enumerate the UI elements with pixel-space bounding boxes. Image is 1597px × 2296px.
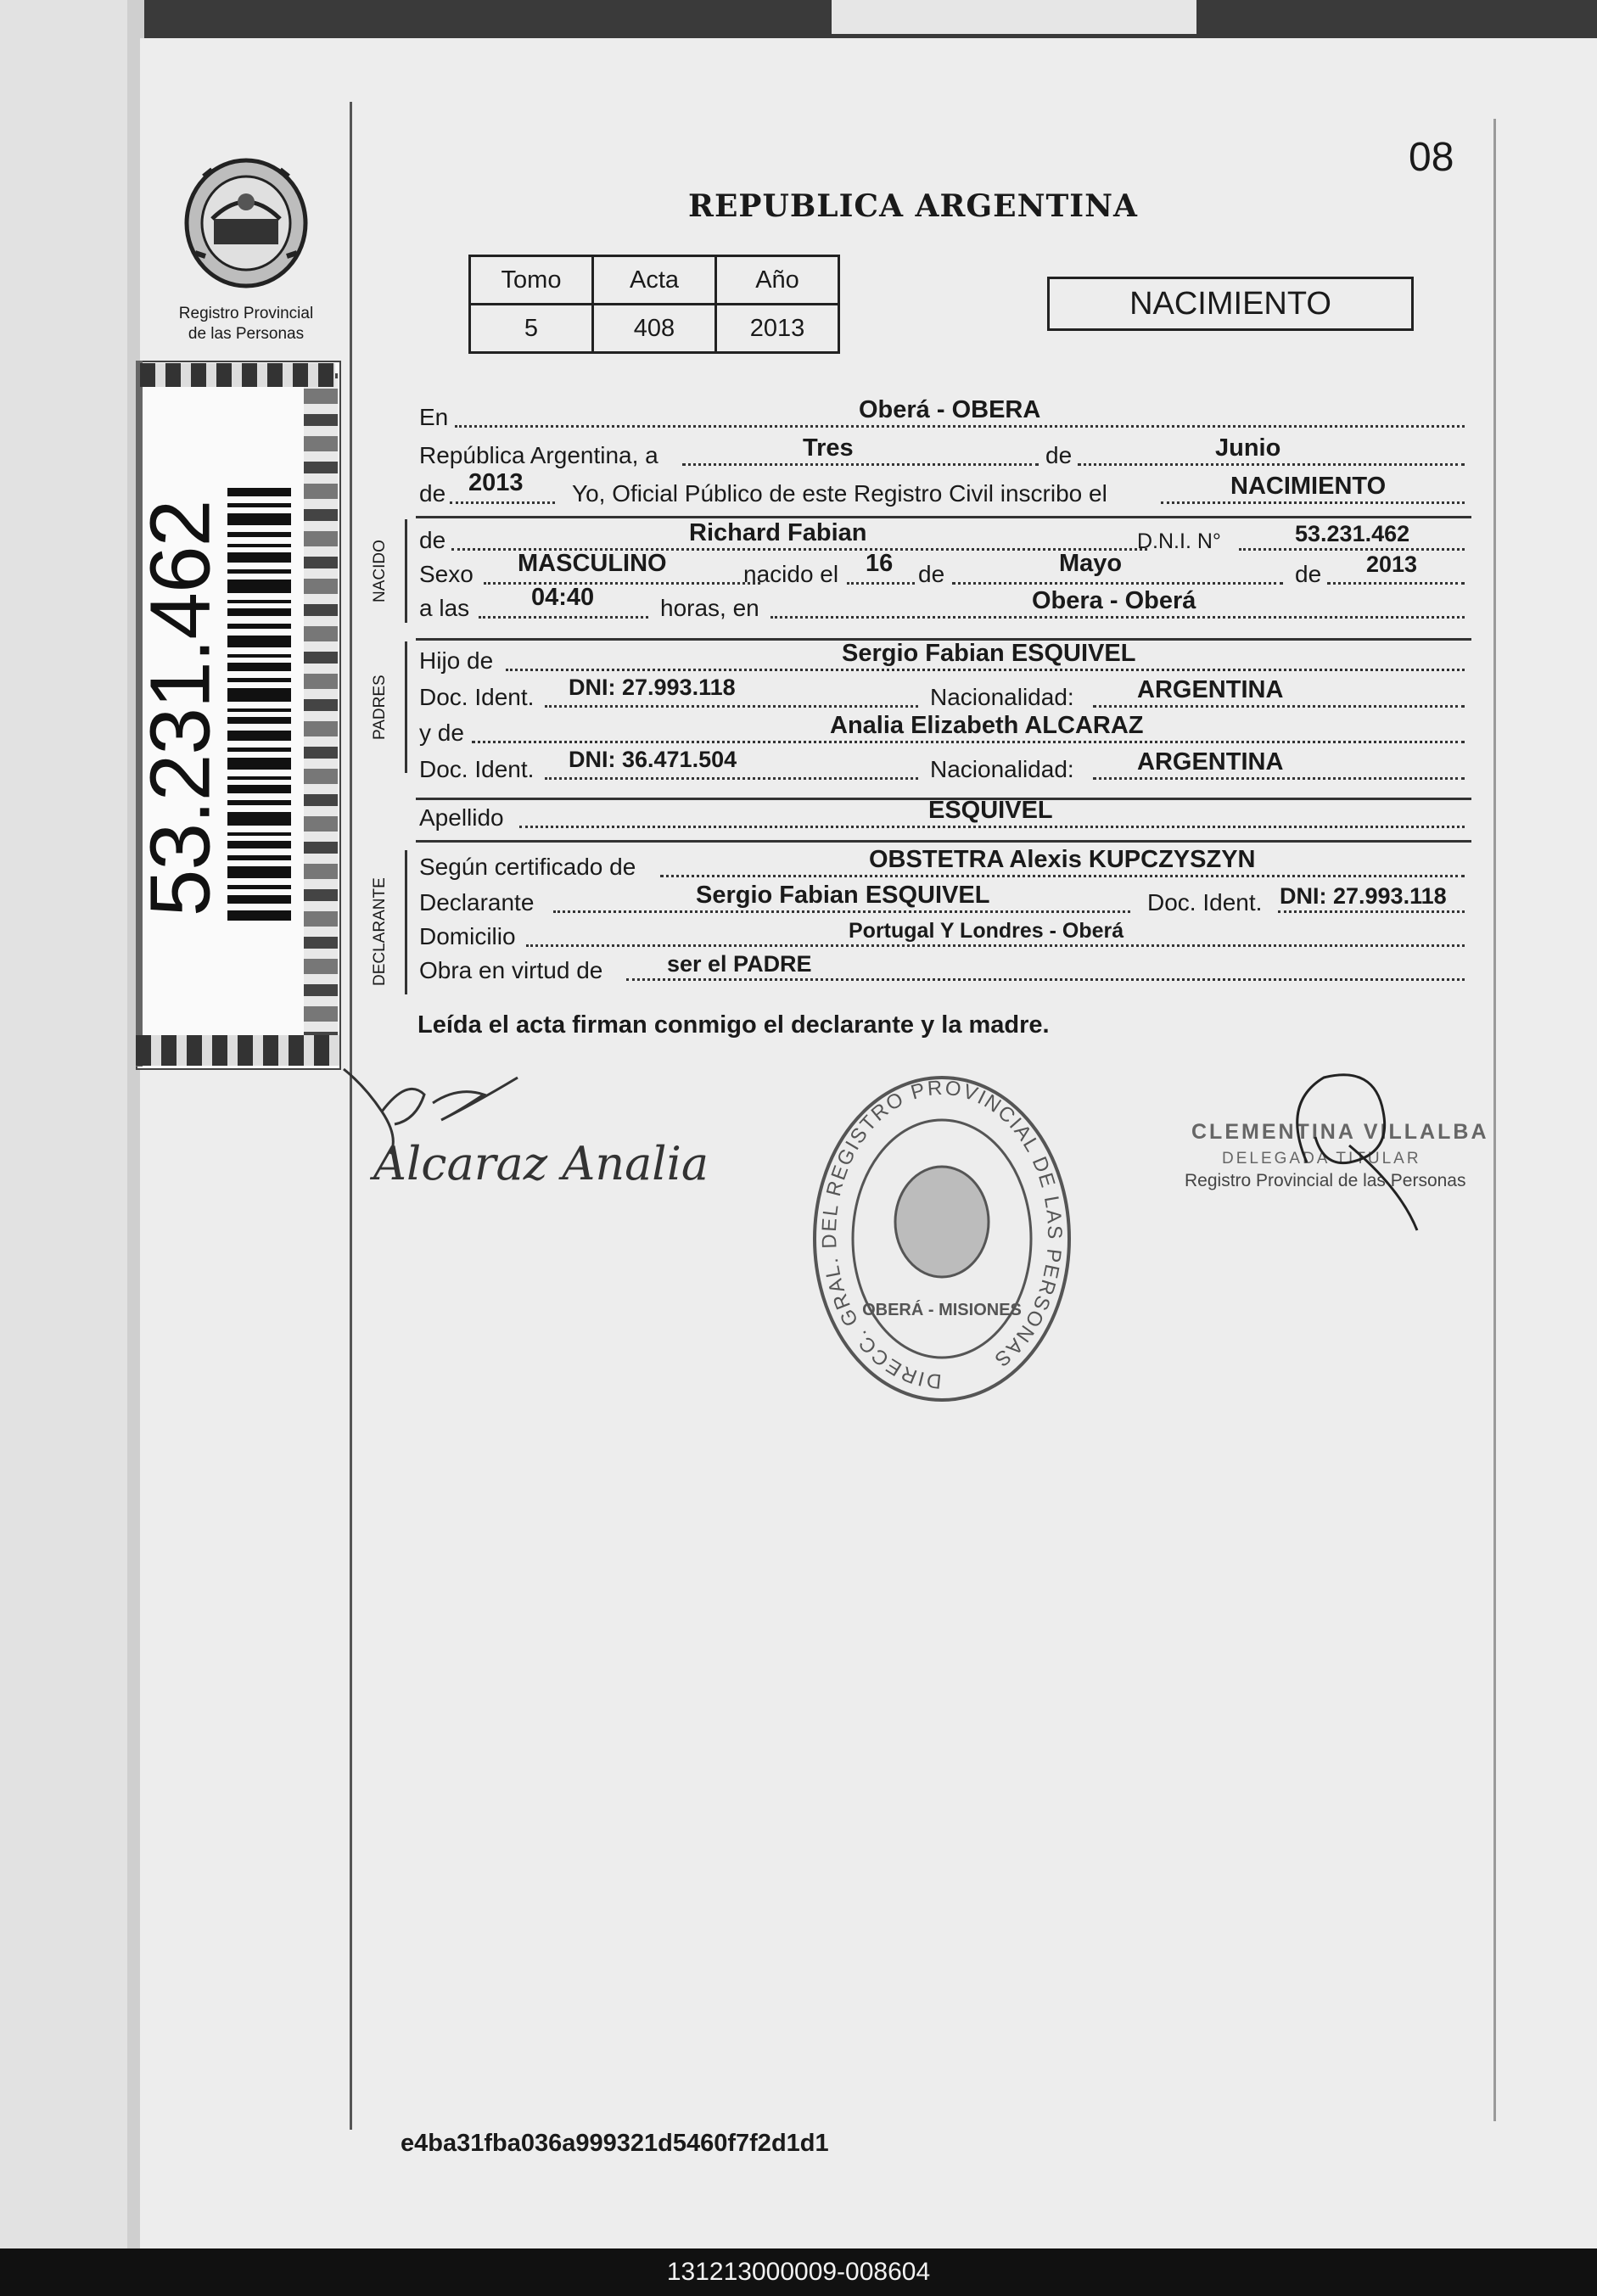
- label-nacido-el: nacido el: [743, 561, 839, 587]
- value-madre: Analia Elizabeth ALCARAZ: [830, 712, 1144, 739]
- dotted-line: [484, 582, 760, 585]
- value-nac-anio: 2013: [1366, 552, 1418, 577]
- official-name-stamp: [1180, 1069, 1502, 1239]
- dotted-line: [455, 425, 1465, 428]
- row-domicilio: [417, 918, 1470, 952]
- value-padre-doc: DNI: 27.993.118: [569, 675, 736, 700]
- row-apellido: [417, 799, 1470, 833]
- value-nac-mes: Mayo: [1059, 550, 1123, 577]
- barcode-bars: [227, 488, 291, 921]
- value-certificado: OBSTETRA Alexis KUPCZYSZYN: [869, 846, 1256, 873]
- closing-statement: Leída el acta firman conmigo el declarante y la madre.: [417, 1011, 1050, 1039]
- row-oficial: [417, 469, 1470, 509]
- dotted-line: [952, 582, 1283, 585]
- value-apellido: ESQUIVEL: [928, 797, 1053, 824]
- row-certificado: [417, 848, 1470, 882]
- row-hora: [417, 584, 1470, 624]
- record-type-box: NACIMIENTO: [1047, 277, 1414, 331]
- label-obra: Obra en virtud de: [419, 957, 603, 983]
- dotted-line: [545, 777, 918, 780]
- label-certificado: Según certificado de: [419, 854, 636, 880]
- value-tipo: NACIMIENTO: [1230, 473, 1387, 500]
- label-de-mes: de: [1045, 442, 1073, 468]
- left-paper-edge: [0, 0, 127, 2248]
- stamp-ring-text: DIRECC. GRAL. DEL REGISTRO PROVINCIAL DE LAS PERSONAS: [817, 1076, 1067, 1393]
- label-nac-de2: de: [1295, 561, 1322, 587]
- barcode-number: [134, 450, 227, 967]
- dotted-line: [682, 463, 1039, 466]
- security-pattern-strip: [304, 373, 338, 1044]
- row-padre-doc: [417, 675, 1470, 713]
- section-label-nacido: NACIDO: [371, 540, 389, 602]
- value-nombre: Richard Fabian: [689, 519, 867, 546]
- dotted-line: [1161, 501, 1465, 504]
- section-bar-declarante: [405, 850, 407, 994]
- divider: [416, 840, 1471, 843]
- footer-code-bar: [0, 2248, 1597, 2296]
- dotted-line: [1327, 582, 1465, 585]
- dotted-line: [553, 910, 1130, 913]
- row-obra: [417, 952, 1470, 986]
- dotted-line: [545, 705, 918, 708]
- dotted-line: [450, 501, 555, 504]
- barcode-number-text: 53.231.462: [132, 500, 228, 917]
- record-table-value-row: [470, 305, 839, 353]
- label-oficial: Yo, Oficial Público de este Registro Civil inscribo el: [572, 480, 1107, 507]
- divider: [416, 516, 1471, 518]
- row-en: [417, 396, 1470, 433]
- page-number: 08: [1409, 135, 1454, 180]
- footer-code: 131213000009-008604: [666, 2258, 931, 2286]
- security-pattern-bottom: [136, 1035, 339, 1066]
- record-value-tomo: 5: [470, 305, 593, 353]
- dotted-line: [1093, 777, 1465, 780]
- label-a-las: a las: [419, 595, 470, 621]
- official-role: DELEGADA TITULAR: [1222, 1150, 1421, 1168]
- label-en: En: [419, 404, 449, 430]
- label-domicilio: Domicilio: [419, 923, 516, 949]
- label-doc-ident: Doc. Ident.: [419, 684, 535, 710]
- value-hora: 04:40: [531, 584, 595, 611]
- value-nac-dia: 16: [866, 550, 894, 577]
- row-declarante: [417, 884, 1470, 918]
- value-anio: 2013: [468, 469, 524, 496]
- official-office: Registro Provincial de las Personas: [1185, 1171, 1466, 1190]
- label-nacionalidad: Nacionalidad:: [930, 684, 1074, 710]
- section-bar-nacido: [405, 519, 407, 623]
- record-table: [468, 255, 840, 354]
- value-madre-doc: DNI: 36.471.504: [569, 747, 737, 772]
- section-label-declarante: DECLARANTE: [371, 877, 389, 986]
- label-decl-doc: Doc. Ident.: [1147, 889, 1263, 916]
- section-label-padres: PADRES: [371, 675, 389, 740]
- value-sexo: MASCULINO: [518, 550, 667, 577]
- security-pattern-top: [140, 363, 335, 387]
- label-horas-en: horas, en: [660, 595, 759, 621]
- label-de-nombre: de: [419, 527, 446, 553]
- record-header-tomo: Tomo: [470, 256, 593, 305]
- value-domicilio: Portugal Y Londres - Oberá: [849, 919, 1124, 943]
- record-header-acta: Acta: [593, 256, 716, 305]
- value-lugar: Obera - Oberá: [1032, 587, 1196, 614]
- label-dni: D.N.I. N°: [1137, 529, 1221, 553]
- value-dia: Tres: [803, 434, 854, 462]
- dotted-line: [1093, 705, 1465, 708]
- label-declarante: Declarante: [419, 889, 535, 916]
- label-nac-de: de: [918, 561, 945, 587]
- value-padre: Sergio Fabian ESQUIVEL: [842, 640, 1136, 667]
- seal-caption-line1: Registro Provincial: [178, 305, 314, 322]
- value-madre-nac: ARGENTINA: [1137, 748, 1284, 776]
- record-value-acta: 408: [593, 305, 716, 353]
- label-doc-ident-2: Doc. Ident.: [419, 756, 535, 782]
- label-republica: República Argentina, a: [419, 442, 658, 468]
- value-en: Oberá - OBERA: [859, 396, 1041, 423]
- dotted-line: [1239, 548, 1465, 551]
- value-dni: 53.231.462: [1295, 521, 1410, 546]
- stamp-center-text: OBERÁ - MISIONES: [862, 1301, 1022, 1319]
- official-name: CLEMENTINA VILLALBA: [1191, 1120, 1489, 1144]
- signature-text: Alcaraz Analia: [373, 1137, 709, 1190]
- dotted-line: [472, 741, 1465, 743]
- official-signature: [1180, 1069, 1502, 1239]
- document-title: REPUBLICA ARGENTINA: [688, 188, 1138, 224]
- row-padre: [417, 642, 1470, 676]
- value-obra: ser el PADRE: [667, 951, 812, 977]
- dotted-line: [660, 875, 1465, 877]
- dotted-line: [506, 669, 1465, 671]
- label-de-anio: de: [419, 480, 446, 507]
- value-declarante: Sergio Fabian ESQUIVEL: [696, 882, 990, 909]
- label-apellido: Apellido: [419, 804, 504, 831]
- dotted-line: [770, 616, 1465, 619]
- row-madre: [417, 714, 1470, 748]
- scan-top-paper: [832, 0, 1196, 34]
- dotted-line: [626, 978, 1465, 981]
- value-decl-doc: DNI: 27.993.118: [1280, 883, 1447, 909]
- dotted-line: [519, 826, 1465, 828]
- label-sexo: Sexo: [419, 561, 473, 587]
- value-mes: Junio: [1215, 434, 1281, 462]
- section-bar-padres: [405, 641, 407, 773]
- value-padre-nac: ARGENTINA: [1137, 676, 1284, 703]
- label-nacionalidad-2: Nacionalidad:: [930, 756, 1074, 782]
- label-y-de: y de: [419, 720, 464, 746]
- row-republica: [417, 434, 1470, 471]
- dotted-line: [847, 582, 915, 585]
- label-hijo-de: Hijo de: [419, 647, 494, 674]
- handwritten-signature: [331, 1052, 738, 1213]
- dotted-line: [479, 616, 648, 619]
- dotted-line: [1278, 910, 1465, 913]
- registry-round-stamp: [806, 1069, 1078, 1408]
- dotted-line: [526, 944, 1465, 947]
- record-table-header-row: [470, 256, 839, 305]
- seal-caption-line2: de las Personas: [188, 325, 305, 343]
- seal-caption: [157, 304, 335, 344]
- document-hash: e4ba31fba036a999321d5460f7f2d1d1: [401, 2130, 829, 2157]
- dotted-line: [1078, 463, 1465, 466]
- record-value-anio: 2013: [716, 305, 839, 353]
- record-header-anio: Año: [716, 256, 839, 305]
- row-madre-doc: [417, 747, 1470, 785]
